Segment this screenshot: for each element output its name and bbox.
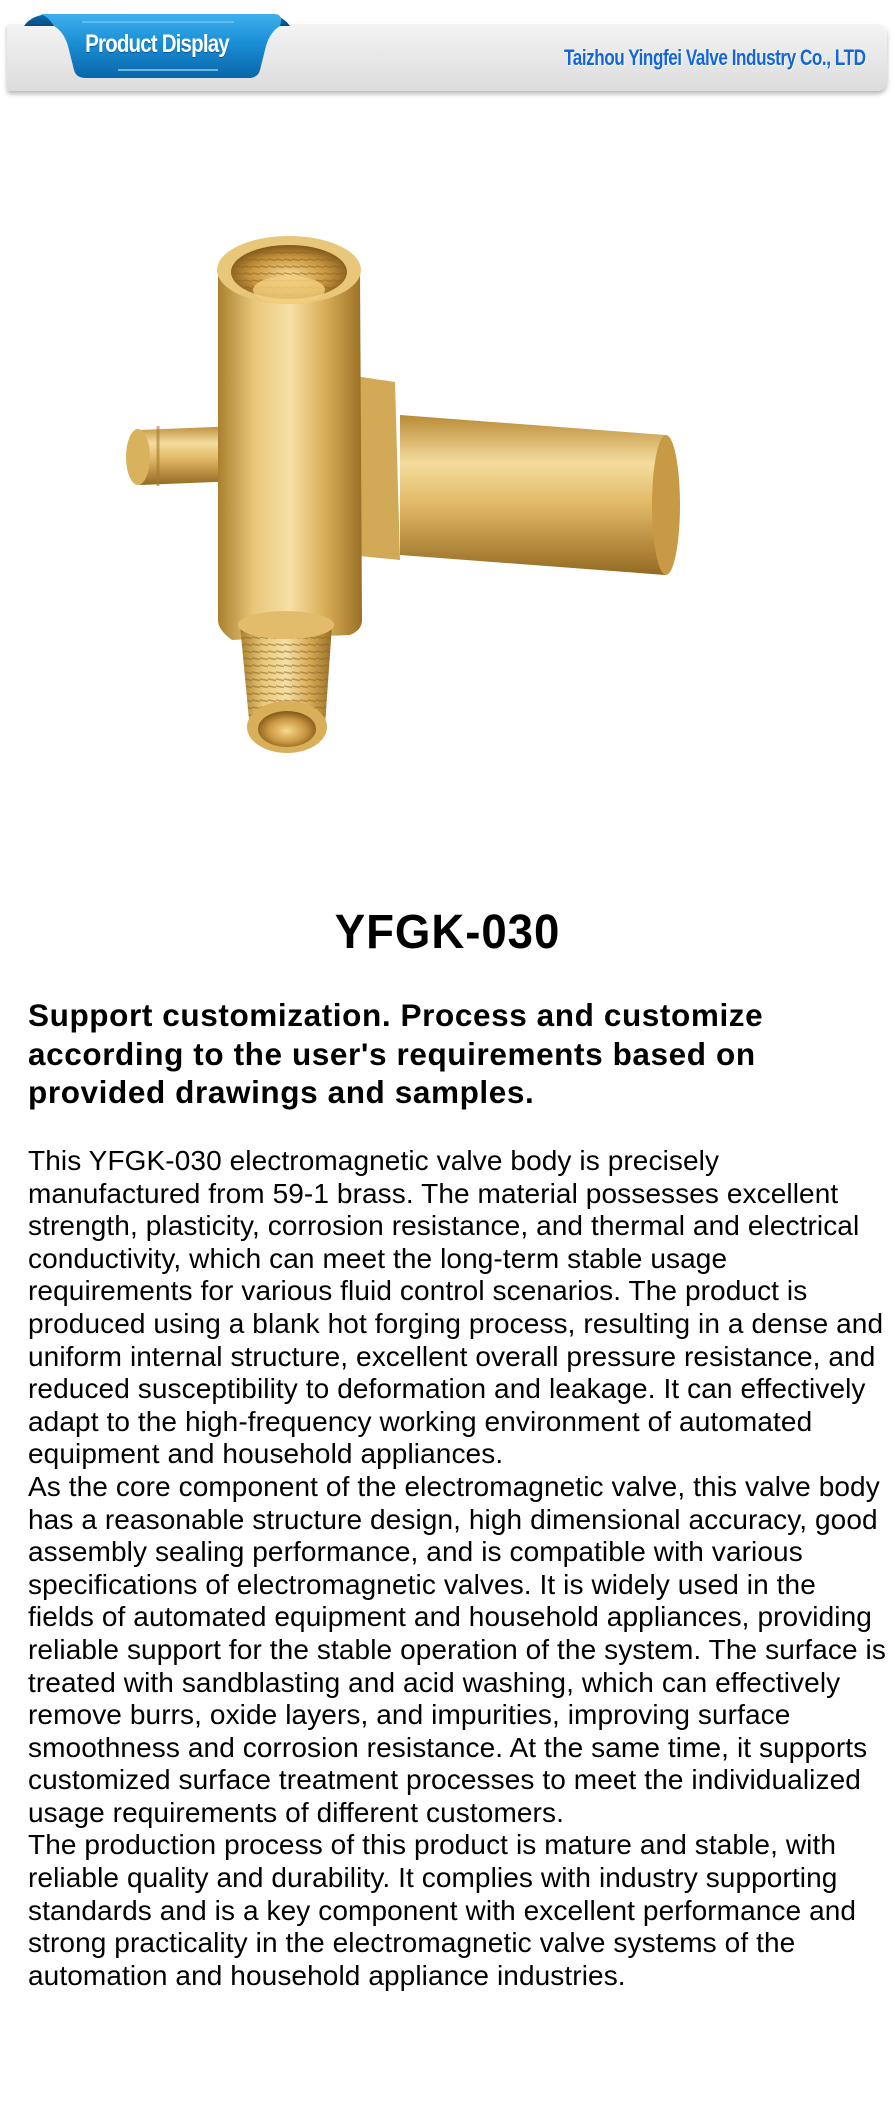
header-banner [0, 0, 895, 100]
brass-valve-body-icon [100, 230, 800, 790]
model-title: YFGK-030 [334, 906, 561, 959]
description-paragraph: As the core component of the electromagnetic valve, this valve body has a reasonable structure design, high dimensional accuracy, good assembly sealing performance, and is compatible with various specifications of electromagnetic valves. It is widely used in the fields of automated equipment and household appliances, providing reliable support for the stable operation of the system. The surface is treated with sandblasting and acid washing, which can effectively remove burrs, oxide layers, and impurities, improving surface smoothness and corrosion resistance. At the same time, it supports customized surface treatment processes to meet the individualized usage requirements of different customers. [28, 1470, 886, 1828]
customization-note: Support customization. Process and customize according to the user's requirements based on provided drawings and samples. [28, 997, 764, 1110]
company-name: Taizhou Yingfei Valve Industry Co., LTD [564, 45, 866, 70]
product-display-tab [22, 12, 292, 82]
product-image [100, 230, 800, 790]
description-paragraph: This YFGK-030 electromagnetic valve body is precisely manufactured from 59-1 brass. The material possesses excellent strength, plasticity, corrosion resistance, and thermal and electrical conductivity, which can meet the long-term stable usage requirements for various fluid control scenarios. The product is produced using a blank hot forging process, resulting in a dense and uniform internal structure, excellent overall pressure resistance, and reduced susceptibility to deformation and leakage. It can effectively adapt to the high-frequency working environment of automated equipment and household appliances. [28, 1145, 884, 1470]
product-description [28, 1145, 888, 1992]
description-paragraph: The production process of this product is mature and stable, with reliable quality and durability. It complies with industry supporting standards and is a key component with excellent performance and strong practicality in the electromagnetic valve systems of the automation and household appliance industries. [28, 1829, 857, 1991]
tab-label: Product Display [85, 30, 229, 58]
